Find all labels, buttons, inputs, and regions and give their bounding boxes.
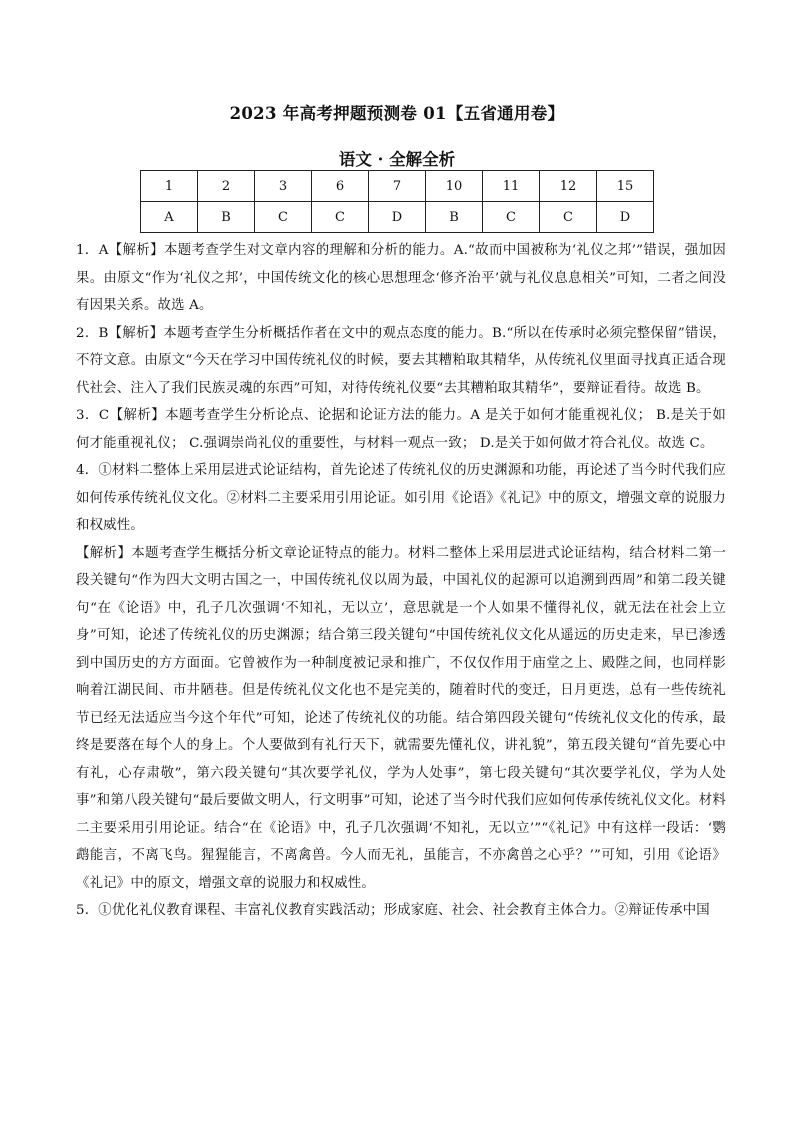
answer-explanation-q1: 1．A【解析】本题考查学生对文章内容的理解和分析的能力。A.“故而中国被称为‘礼仪之邦’”错误，强加因果。由原文“作为‘礼仪之邦’，中国传统文化的核心思想理念‘修齐治平’就与礼仪息息相关”可知，二者之间没有因果关系。故选 A。: [76, 243, 726, 313]
question-number-row: [141, 171, 654, 202]
question-number-cell: 15: [597, 171, 654, 202]
answer-cell: B: [198, 202, 255, 233]
question-number-cell: 6: [312, 171, 369, 202]
question-number-cell: 10: [426, 171, 483, 202]
answer-explanation-q3: 3．C【解析】本题考查学生分析论点、论据和论证方法的能力。A 是关于如何才能重视礼仪； B.是关于如何才能重视礼仪； C.强调崇尚礼仪的重要性，与材料一观点一致； D.是关于如何做才符合礼仪。故选 C。: [76, 408, 726, 451]
answer-explanation-q5: 5．①优化礼仪教育课程、丰富礼仪教育实践活动；形成家庭、社会、社会教育主体合力。②辩证传承中国: [76, 903, 710, 918]
question-number-cell: 1: [141, 171, 198, 202]
answer-cell: C: [312, 202, 369, 233]
answer-table: [140, 170, 654, 233]
answer-cell: C: [540, 202, 597, 233]
answer-row: [141, 202, 654, 233]
answer-explanation-q2: 2．B【解析】本题考查学生分析概括作者在文中的观点态度的能力。B.“所以在传承时必须完整保留”错误，不符文意。由原文“今天在学习中国传统礼仪的时候，要去其糟粕取其精华，从传统礼仪里面寻找真正适合现代社会、注入了我们民族灵魂的东西”可知，对待传统礼仪要“去其糟粕取其精华”，要辩证看待。故选 B。: [76, 325, 726, 396]
analysis-explanation-q4: 【解析】本题考查学生概括分析文章论证特点的能力。材料二整体上采用层进式论证结构，结合材料二第一段关键句“作为四大文明古国之一，中国传统礼仪以周为最，中国礼仪的起源可以追溯到西周”和第二段关键句“在《论语》中，孔子几次强调‘不知礼，无以立’，意思就是一个人如果不懂得礼仪，就无法在社会上立身”可知，论述了传统礼仪的历史渊源；结合第三段关键句“中国传统礼仪文化从遥远的历史走来，早已渗透到中国历史的方方面面。它曾被作为一种制度被记录和推广，不仅仅作用于庙堂之上、殿陛之间，也同样影响着江湖民间、市井陋巷。但是传统礼仪文化也不是完美的，随着时代的变迁，日月更迭，总有一些传统礼节已经无法适应当今这个年代”可知，论述了传统礼仪的功能。结合第四段关键句“传统礼仪文化的传承，最终是要落在每个人的身上。个人要做到有礼行天下，就需要先懂礼仪，讲礼貌”，第五段关键句“首先要心中有礼，心存肃敬”，第六段关键句“其次要学礼仪，学为人处事”，第七段关键句“其次要学礼仪，学为人处事”和第八段关键句“最后要做文明人，行文明事”可知，论述了当今时代我们应如何传承传统礼仪文化。材料二主要采用引用论证。结合“在《论语》中，孔子几次强调‘不知礼，无以立’”“《礼记》中有这样一段话：‘鹦鹉能言，不离飞鸟。猩猩能言，不离禽兽。今人而无礼，虽能言，不亦禽兽之心乎？’”可知，引用《论语》《礼记》中的原文，增强文章的说服力和权威性。: [76, 545, 726, 891]
question-number-cell: 7: [369, 171, 426, 202]
document-title: 2023 年高考押题预测卷 01【五省通用卷】: [229, 104, 565, 123]
answer-cell: D: [597, 202, 654, 233]
answer-cell: C: [483, 202, 540, 233]
document-subtitle: 语文 · 全解全析: [338, 150, 456, 169]
answer-cell: D: [369, 202, 426, 233]
question-number-cell: 12: [540, 171, 597, 202]
answer-explanation-q4: 4．①材料二整体上采用层进式论证结构，首先论述了传统礼仪的历史渊源和功能，再论述了当今时代我们应如何传承传统礼仪文化。②材料二主要采用引用论证。如引用《论语》《礼记》中的原文，增强文章的说服力和权威性。: [76, 463, 726, 533]
answer-cell: C: [255, 202, 312, 233]
answer-cell: A: [141, 202, 198, 233]
question-number-cell: 3: [255, 171, 312, 202]
question-number-cell: 2: [198, 171, 255, 202]
question-number-cell: 11: [483, 171, 540, 202]
answer-cell: B: [426, 202, 483, 233]
explanation-body: [76, 237, 726, 925]
